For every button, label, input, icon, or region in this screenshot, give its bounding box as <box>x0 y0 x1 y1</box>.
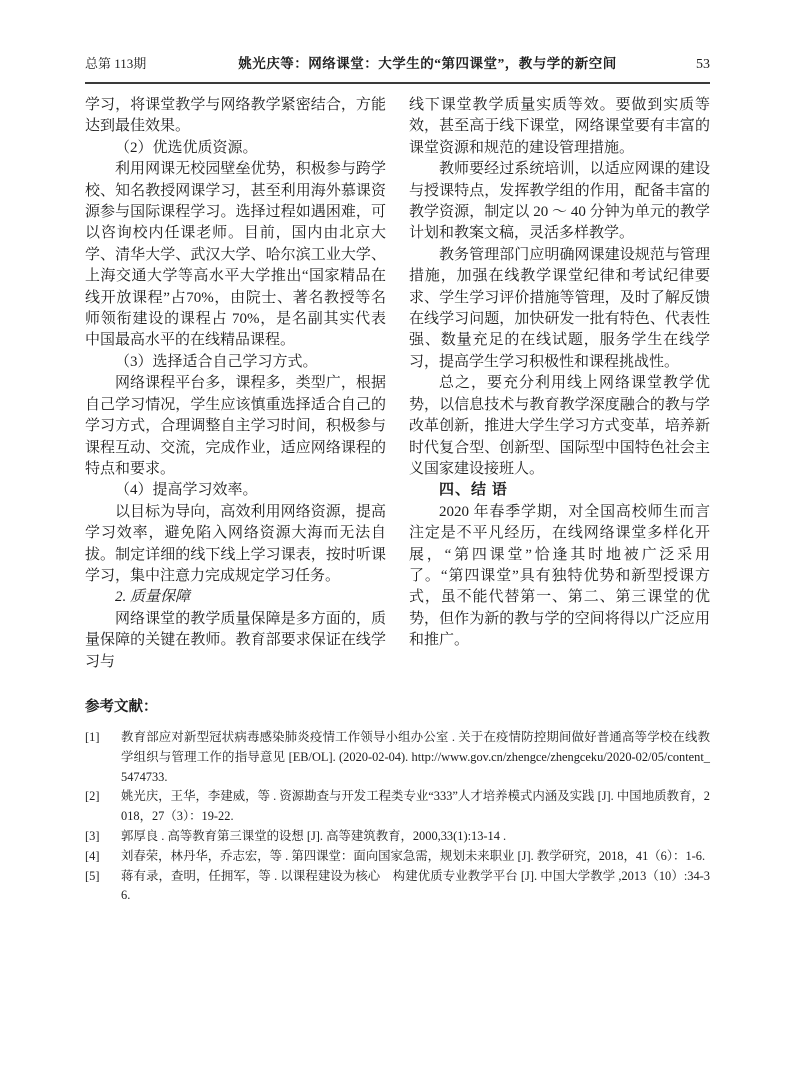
reference-item <box>85 728 710 787</box>
reference-item <box>85 847 710 867</box>
reference-label: [4] <box>85 848 100 863</box>
right-column <box>409 95 710 673</box>
paragraph: 总之，要充分利用线上网络课堂教学优势，以信息技术与教育教学深度融合的教与学改革创新，推进大学生学习方式变革，培养新时代复合型、创新型、国际型中国特色社会主义国家建设接班人。 <box>409 375 710 477</box>
reference-label: [5] <box>85 868 100 883</box>
paragraph: 学习，将课堂教学与网络教学紧密结合，方能达到最佳效果。 <box>85 97 386 135</box>
article-body <box>85 95 710 673</box>
paragraph: 教师要经过系统培训，以适应网课的建设与授课特点，发挥教学组的作用，配备丰富的教学资源，制定以 20 ～ 40 分钟为单元的教学计划和教案文稿，灵活多样教学。 <box>409 161 710 242</box>
reference-text: 教育部应对新型冠状病毒感染肺炎疫情工作领导小组办公室 . 关于在疫情防控期间做好普通高等学校在线教学组织与管理工作的指导意见 [EB/OL]. (2020-02-04). http://www.gov.cn/zhengce/zhengceku/2020-02/05/content_5474733. <box>121 729 710 784</box>
paragraph: 教务管理部门应明确网课建设规范与管理措施，加强在线教学课堂纪律和考试纪律要求、学生学习评价措施等管理，及时了解反馈在线学习问题，加快研发一批有特色、代表性强、数量充足的在线试题，服务学生在线学习，提高学生学习积极性和课程挑战性。 <box>409 246 710 370</box>
running-head <box>85 52 710 84</box>
reference-text: 郭厚良 . 高等教育第三课堂的设想 [J]. 高等建筑教育，2000,33(1):13-14 . <box>121 828 507 843</box>
page-number: 53 <box>696 57 710 72</box>
left-column <box>85 95 386 673</box>
subsection-heading: 2. 质量保障 <box>115 589 191 606</box>
running-title: 姚光庆等：网络课堂：大学生的“第四课堂”，教与学的新空间 <box>238 56 617 71</box>
reference-item <box>85 827 710 847</box>
reference-label: [1] <box>85 729 100 744</box>
issue-number: 总第 113期 <box>85 56 147 71</box>
paragraph: 2020 年春季学期，对全国高校师生而言注定是不平凡经历，在线网络课堂多样化开展，“第四课堂”恰逢其时地被广泛采用了。“第四课堂”具有独特优势和新型授课方式，虽不能代替第一、第二、第三课堂的优势，但作为新的教与学的空间将得以广泛应用和推广。 <box>409 503 710 649</box>
paragraph: 线下课堂教学质量实质等效。要做到实质等效，甚至高于线下课堂，网络课堂要有丰富的课堂资源和规范的建设管理措施。 <box>409 97 710 156</box>
reference-label: [2] <box>85 789 100 804</box>
paragraph: 以目标为导向，高效利用网络资源，提高学习效率，避免陷入网络资源大海而无法自拔。制定详细的线下线上学习课表，按时听课学习，集中注意力完成规定学习任务。 <box>85 503 386 584</box>
references-section <box>85 695 710 906</box>
reference-label: [3] <box>85 828 100 843</box>
reference-text: 刘春荣，林丹华，乔志宏，等 . 第四课堂：面向国家急需，规划未来职业 [J]. 教学研究，2018，41（6）：1-6. <box>121 848 706 863</box>
reference-item <box>85 867 710 907</box>
item-heading: （3）选择适合自己学习方式。 <box>115 353 318 370</box>
references-list <box>85 728 710 906</box>
paragraph: 利用网课无校园壁垒优势，积极参与跨学校、知名教授网课学习，甚至利用海外慕课资源参与国际课程学习。选择过程如遇困难，可以咨询校内任课老师。目前，国内由北京大学、清华大学、武汉大学、哈尔滨工业大学、上海交通大学等高水平大学推出“国家精品在线开放课程”占70%，由院士、著名教授等名师领衔建设的课程占 70%，是名副其实代表中国最高水平的在线精品课程。 <box>85 161 386 349</box>
reference-item <box>85 787 710 827</box>
paragraph: 网络课堂的教学质量保障是多方面的，质量保障的关键在教师。教育部要求保证在线学习与 <box>85 610 386 670</box>
paragraph: 网络课程平台多，课程多，类型广，根据自己学习情况，学生应该慎重选择适合自己的学习方式，合理调整自主学习时间，积极参与课程互动、交流，完成作业，适应网络课程的特点和要求。 <box>85 375 386 477</box>
section-heading: 四、结 语 <box>439 482 508 499</box>
item-heading: （2）优选优质资源。 <box>115 139 258 156</box>
reference-text: 姚光庆，王华，李建威，等 . 资源勘查与开发工程类专业“333”人才培养模式内涵及实践 [J]. 中国地质教育，2018，27（3）：19-22. <box>121 789 710 824</box>
references-heading: 参考文献： <box>85 698 158 715</box>
reference-text: 蒋有录，查明，任拥军，等 . 以课程建设为核心 构建优质专业教学平台 [J]. 中国大学教学 ,2013（10）:34-36. <box>121 868 710 903</box>
item-heading: （4）提高学习效率。 <box>115 482 258 499</box>
